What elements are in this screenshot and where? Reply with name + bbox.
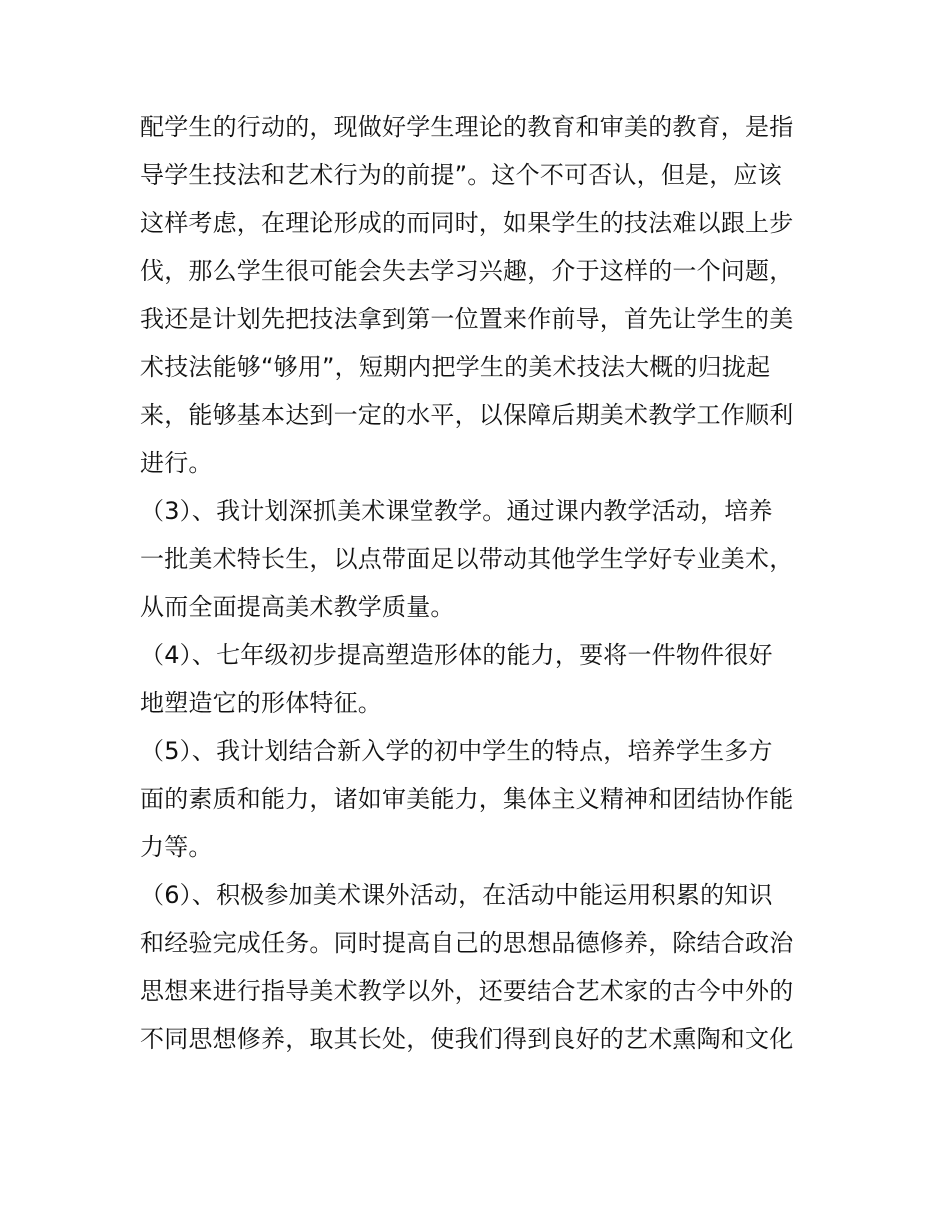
text-line: 从而全面提高美术教学质量。 — [140, 593, 455, 621]
text-line: 地塑造它的形体特征。 — [140, 689, 382, 717]
document-body — [140, 103, 812, 1063]
text-line: （6）、积极参加美术课外活动，在活动中能运用积累的知识 — [140, 881, 773, 909]
text-line: 来，能够基本达到一定的水平，以保障后期美术教学工作顺利 — [140, 401, 794, 429]
text-line: 进行。 — [140, 449, 213, 477]
text-line: （5）、我计划结合新入学的初中学生的特点，培养学生多方 — [140, 737, 773, 765]
text-line: 这样考虑，在理论形成的而同时，如果学生的技法难以跟上步 — [140, 209, 794, 237]
text-line: 力等。 — [140, 833, 213, 861]
text-line: 术技法能够“够用”，短期内把学生的美术技法大概的归拢起 — [140, 353, 771, 381]
text-line: 我还是计划先把技法拿到第一位置来作前导，首先让学生的美 — [140, 305, 794, 333]
text-line: 伐，那么学生很可能会失去学习兴趣，介于这样的一个问题， — [140, 257, 794, 285]
text-line: 导学生技法和艺术行为的前提”。这个不可否认，但是，应该 — [140, 161, 782, 189]
text-line: 和经验完成任务。同时提高自己的思想品德修养，除结合政治 — [140, 929, 794, 957]
text-line: 不同思想修养，取其长处，使我们得到良好的艺术熏陶和文化 — [140, 1025, 794, 1053]
text-line: 配学生的行动的，现做好学生理论的教育和审美的教育，是指 — [140, 113, 794, 141]
text-line: 一批美术特长生，以点带面足以带动其他学生学好专业美术， — [140, 545, 794, 573]
text-line: （3）、我计划深抓美术课堂教学。通过课内教学活动，培养 — [140, 497, 773, 525]
text-line: （4）、七年级初步提高塑造形体的能力，要将一件物件很好 — [140, 641, 773, 669]
text-line: 面的素质和能力，诸如审美能力，集体主义精神和团结协作能 — [140, 785, 794, 813]
text-line: 思想来进行指导美术教学以外，还要结合艺术家的古今中外的 — [140, 977, 794, 1005]
